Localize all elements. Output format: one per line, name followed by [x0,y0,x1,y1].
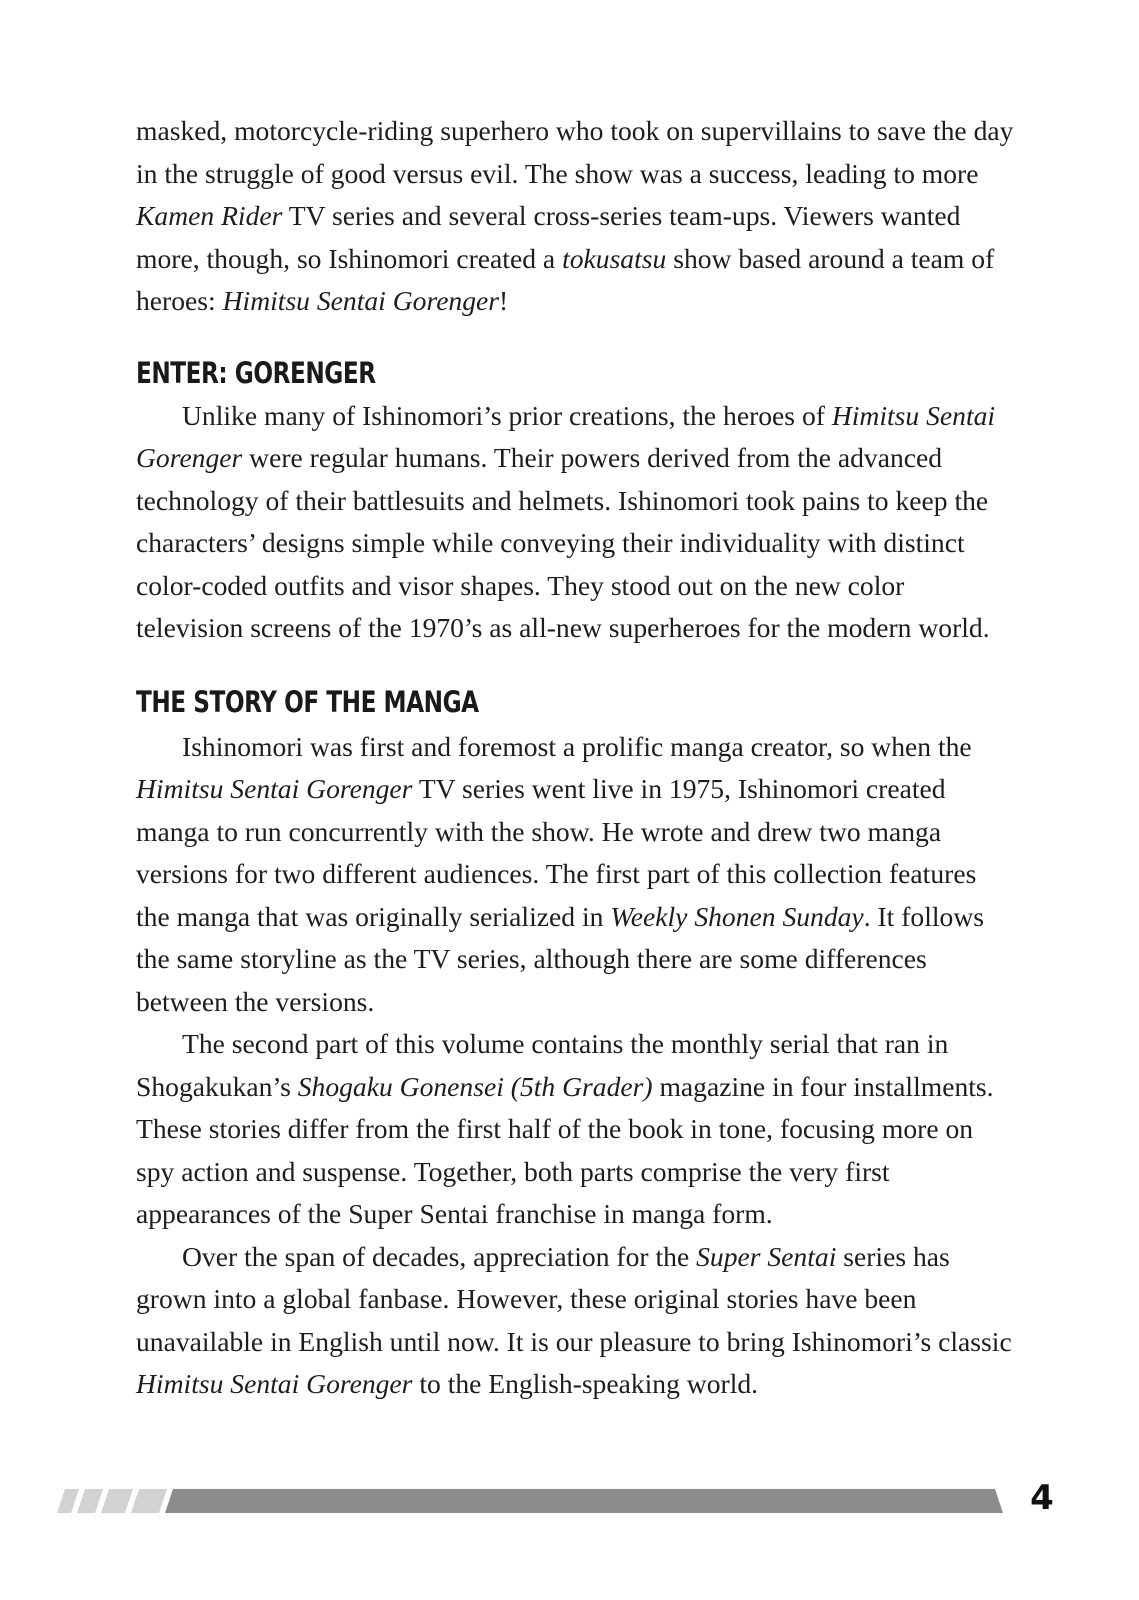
italic-title: Shogaku Gonensei (5th Grader) [297,1070,653,1102]
heading-story-of-the-manga: THE STORY OF THE MANGA [136,684,479,719]
footer-decorative-bar [55,1489,1003,1513]
italic-title: Himitsu Sentai Gorenger [136,399,996,473]
footer-stripe-2 [77,1489,103,1513]
page-number: 4 [1030,1478,1054,1518]
italic-title: Himitsu Sentai Gorenger [136,1368,413,1399]
italic-title: Himitsu Sentai Gorenger [222,285,500,316]
italic-title: Weekly Shonen Sunday [610,900,864,932]
footer-stripe-4 [131,1489,167,1513]
footer-stripe-1 [57,1489,79,1513]
intro-paragraph: masked, motorcycle-riding superhero who took on supervillains to save the day in the struggle of good versus evil. The show was a success, leading to more Kamen Rider TV series and several cross-series team-ups. Viewers wanted more, though, so Ishinomori created a tokusatsu show based around a team of heroes: Himitsu Sentai Gorenger! [136,115,1014,316]
footer-main-bar [165,1489,1003,1513]
heading-enter-gorenger: ENTER: GORENGER [136,355,376,390]
footer-stripe-3 [101,1489,133,1513]
enter-gorenger-paragraph: Unlike many of Ishinomori’s prior creations, the heroes of Himitsu Sentai Gorenger were regular humans. Their powers derived from the advanced technology of their battlesuits and helmets. Ishinomori took pains to keep the characters’ designs simple while conveying their individuality with distinct color-coded outfits and visor shapes. They stood out on the new color television screens of the 1970’s as all-new superheroes for the modern world. [136,399,996,643]
italic-title: Himitsu Sentai Gorenger [136,773,413,804]
story-paragraph-1: Ishinomori was first and foremost a prolific manga creator, so when the Himitsu Sentai Gorenger TV series went live in 1975, Ishinomori created manga to run concurrently with the show. He wrote and drew two manga versions for two different audiences. The first part of this collection features the manga that was originally serialized in Weekly Shonen Sunday. It follows the same storyline as the TV series, although there are some differences between the versions. [136,730,985,1017]
story-paragraph-2: The second part of this volume contains the monthly serial that ran in Shogakukan’s Shogaku Gonensei (5th Grader) magazine in four installments. These stories differ from the first half of the book in tone, focusing more on spy action and suspense. Together, both parts comprise the very first appearances of the Super Sentai franchise in manga form. [136,1028,994,1229]
page-content [136,110,1016,1406]
story-paragraph-3: Over the span of decades, appreciation for the Super Sentai series has grown into a global fanbase. However, these original stories have been unavailable in English until now. It is our pleasure to bring Ishinomori’s classic Himitsu Sentai Gorenger to the English-speaking world. [136,1240,1012,1399]
italic-title: tokusatsu [562,242,667,274]
italic-title: Kamen Rider [136,200,283,231]
italic-title: Super Sentai [696,1240,837,1272]
